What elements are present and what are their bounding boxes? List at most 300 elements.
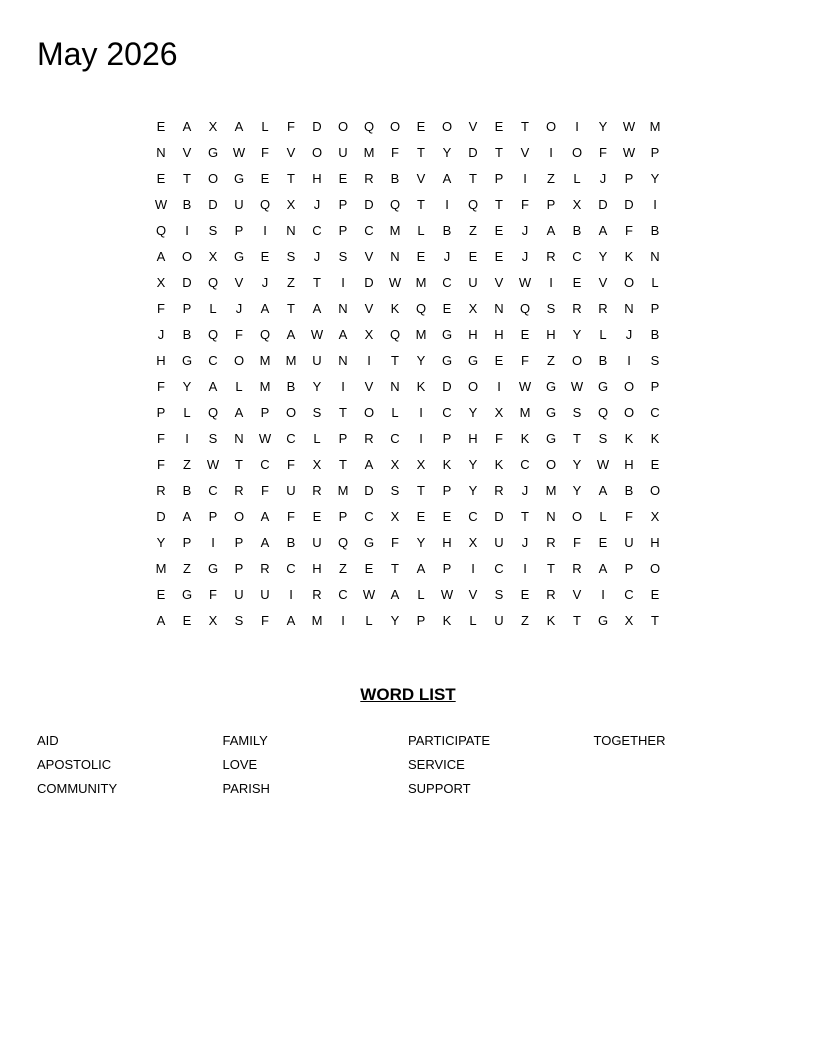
grid-letter: O xyxy=(571,145,583,160)
grid-letter: X xyxy=(624,613,634,628)
grid-letter: B xyxy=(182,483,192,498)
grid-letter: P xyxy=(546,197,556,212)
grid-letter: D xyxy=(442,379,452,394)
grid-letter: P xyxy=(338,431,348,446)
grid-letter: F xyxy=(625,509,633,524)
grid-letter: F xyxy=(261,613,269,628)
grid-letter: A xyxy=(208,379,218,394)
grid-letter: E xyxy=(494,249,504,264)
grid-letter: Y xyxy=(572,327,582,342)
grid-letter: O xyxy=(545,119,557,134)
grid-letter: X xyxy=(208,119,218,134)
grid-letter: F xyxy=(573,535,581,550)
grid-letter: L xyxy=(599,509,607,524)
grid-letter: R xyxy=(546,535,556,550)
grid-letter: R xyxy=(364,431,374,446)
grid-letter: N xyxy=(624,301,634,316)
grid-letter: B xyxy=(624,483,634,498)
grid-letter: W xyxy=(258,431,272,446)
grid-letter: G xyxy=(597,613,609,628)
grid-letter: C xyxy=(286,431,296,446)
grid-letter: W xyxy=(570,379,584,394)
grid-letter: D xyxy=(156,509,166,524)
grid-letter: E xyxy=(520,587,530,602)
grid-letter: F xyxy=(157,431,165,446)
grid-letter: B xyxy=(572,223,582,238)
grid-letter: J xyxy=(521,535,529,550)
grid-letter: P xyxy=(650,379,660,394)
grid-letter: X xyxy=(468,301,478,316)
grid-letter: O xyxy=(623,275,635,290)
grid-letter: X xyxy=(572,197,582,212)
grid-letter: B xyxy=(650,223,660,238)
grid-letter: U xyxy=(312,535,322,550)
grid-letter: Q xyxy=(389,327,401,342)
grid-letter: X xyxy=(208,249,218,264)
grid-letter: O xyxy=(285,405,297,420)
grid-letter: I xyxy=(341,379,345,394)
grid-letter: T xyxy=(313,275,321,290)
grid-letter: V xyxy=(416,171,426,186)
grid-letter: I xyxy=(341,275,345,290)
grid-letter: F xyxy=(287,457,295,472)
grid-letter: S xyxy=(546,301,556,316)
grid-letter: N xyxy=(390,249,400,264)
word-list-item: SERVICE xyxy=(408,757,465,772)
grid-letter: Q xyxy=(155,223,167,238)
grid-letter: E xyxy=(442,509,452,524)
grid-letter: E xyxy=(260,249,270,264)
grid-letter: O xyxy=(545,457,557,472)
grid-letter: Q xyxy=(259,197,271,212)
grid-letter: Y xyxy=(468,483,478,498)
grid-letter: Y xyxy=(598,249,608,264)
grid-letter: W xyxy=(596,457,610,472)
grid-letter: O xyxy=(441,119,453,134)
grid-letter: S xyxy=(234,613,244,628)
grid-letter: O xyxy=(233,353,245,368)
grid-letter: A xyxy=(312,301,322,316)
grid-letter: M xyxy=(363,145,375,160)
grid-letter: J xyxy=(625,327,633,342)
grid-letter: J xyxy=(313,249,321,264)
grid-letter: J xyxy=(235,301,243,316)
grid-letter: P xyxy=(624,171,634,186)
grid-letter: O xyxy=(467,379,479,394)
grid-letter: B xyxy=(442,223,452,238)
grid-letter: O xyxy=(233,509,245,524)
grid-letter: P xyxy=(338,197,348,212)
grid-letter: E xyxy=(156,171,166,186)
grid-letter: O xyxy=(623,379,635,394)
grid-letter: J xyxy=(261,275,269,290)
grid-letter: C xyxy=(260,457,270,472)
grid-letter: O xyxy=(337,119,349,134)
grid-letter: N xyxy=(234,431,244,446)
grid-letter: L xyxy=(235,379,243,394)
grid-letter: C xyxy=(650,405,660,420)
grid-letter: R xyxy=(312,483,322,498)
grid-letter: Y xyxy=(182,379,192,394)
grid-letter: V xyxy=(598,275,608,290)
grid-letter: T xyxy=(521,509,529,524)
grid-letter: Z xyxy=(547,353,555,368)
grid-letter: S xyxy=(208,431,218,446)
grid-letter: I xyxy=(445,197,449,212)
grid-letter: I xyxy=(289,587,293,602)
grid-letter: B xyxy=(286,535,296,550)
grid-letter: H xyxy=(312,171,322,186)
grid-letter: G xyxy=(207,561,219,576)
grid-letter: I xyxy=(341,613,345,628)
grid-letter: T xyxy=(391,353,399,368)
grid-letter: A xyxy=(260,301,270,316)
grid-letter: P xyxy=(442,561,452,576)
grid-letter: U xyxy=(286,483,296,498)
grid-letter: O xyxy=(181,249,193,264)
grid-letter: E xyxy=(338,171,348,186)
grid-letter: A xyxy=(442,171,452,186)
grid-letter: B xyxy=(286,379,296,394)
grid-letter: U xyxy=(260,587,270,602)
grid-letter: G xyxy=(181,353,193,368)
grid-letter: F xyxy=(521,353,529,368)
grid-letter: Z xyxy=(521,613,529,628)
grid-letter: R xyxy=(494,483,504,498)
grid-letter: T xyxy=(521,119,529,134)
grid-letter: H xyxy=(312,561,322,576)
page-title: May 2026 xyxy=(37,36,178,72)
grid-letter: J xyxy=(313,197,321,212)
grid-letter: A xyxy=(234,405,244,420)
grid-letter: A xyxy=(156,613,166,628)
grid-letter: L xyxy=(391,405,399,420)
grid-letter: A xyxy=(598,483,608,498)
grid-letter: N xyxy=(286,223,296,238)
grid-letter: C xyxy=(442,275,452,290)
grid-letter: H xyxy=(494,327,504,342)
grid-letter: R xyxy=(234,483,244,498)
grid-letter: P xyxy=(338,509,348,524)
grid-letter: W xyxy=(388,275,402,290)
grid-letter: Q xyxy=(597,405,609,420)
grid-letter: L xyxy=(183,405,191,420)
grid-letter: C xyxy=(208,353,218,368)
grid-letter: E xyxy=(494,223,504,238)
grid-letter: O xyxy=(649,561,661,576)
word-list-item: SUPPORT xyxy=(408,781,471,796)
grid-letter: P xyxy=(182,301,192,316)
grid-letter: Q xyxy=(519,301,531,316)
word-list-item: AID xyxy=(37,733,59,748)
grid-letter: K xyxy=(442,457,452,472)
grid-letter: L xyxy=(573,171,581,186)
grid-letter: O xyxy=(311,145,323,160)
grid-letter: E xyxy=(416,249,426,264)
grid-letter: A xyxy=(364,457,374,472)
grid-letter: H xyxy=(468,431,478,446)
grid-letter: P xyxy=(208,509,218,524)
grid-letter: E xyxy=(650,457,660,472)
grid-letter: F xyxy=(209,587,217,602)
grid-letter: F xyxy=(261,483,269,498)
grid-letter: A xyxy=(338,327,348,342)
grid-letter: U xyxy=(312,353,322,368)
grid-letter: F xyxy=(391,145,399,160)
grid-letter: V xyxy=(572,587,582,602)
grid-letter: P xyxy=(260,405,270,420)
grid-letter: G xyxy=(545,431,557,446)
grid-letter: W xyxy=(518,379,532,394)
grid-letter: Q xyxy=(467,197,479,212)
grid-letter: H xyxy=(546,327,556,342)
grid-letter: M xyxy=(285,353,297,368)
grid-letter: Q xyxy=(259,327,271,342)
grid-letter: N xyxy=(494,301,504,316)
grid-letter: X xyxy=(156,275,166,290)
grid-letter: X xyxy=(468,535,478,550)
grid-letter: P xyxy=(156,405,166,420)
grid-letter: C xyxy=(442,405,452,420)
grid-letter: L xyxy=(417,587,425,602)
grid-letter: T xyxy=(417,483,425,498)
word-list-item: PARTICIPATE xyxy=(408,733,491,748)
grid-letter: P xyxy=(416,613,426,628)
grid-letter: F xyxy=(391,535,399,550)
grid-letter: N xyxy=(390,379,400,394)
word-list xyxy=(37,729,779,801)
grid-letter: F xyxy=(157,301,165,316)
grid-letter: C xyxy=(208,483,218,498)
grid-letter: A xyxy=(598,223,608,238)
grid-letter: G xyxy=(233,171,245,186)
grid-letter: F xyxy=(287,119,295,134)
grid-letter: C xyxy=(390,431,400,446)
grid-letter: Y xyxy=(598,119,608,134)
grid-letter: L xyxy=(417,223,425,238)
grid-letter: K xyxy=(624,249,634,264)
grid-letter: L xyxy=(651,275,659,290)
grid-letter: T xyxy=(235,457,243,472)
grid-letter: T xyxy=(287,171,295,186)
grid-letter: D xyxy=(468,145,478,160)
grid-letter: P xyxy=(442,483,452,498)
grid-letter: J xyxy=(521,223,529,238)
grid-letter: Z xyxy=(469,223,477,238)
grid-letter: V xyxy=(468,119,478,134)
grid-letter: K xyxy=(520,431,530,446)
grid-letter: T xyxy=(417,197,425,212)
grid-letter: F xyxy=(495,431,503,446)
grid-letter: W xyxy=(154,197,168,212)
grid-letter: E xyxy=(156,587,166,602)
grid-letter: A xyxy=(156,249,166,264)
grid-letter: D xyxy=(364,275,374,290)
grid-letter: L xyxy=(599,327,607,342)
grid-letter: R xyxy=(598,301,608,316)
grid-letter: B xyxy=(390,171,400,186)
grid-letter: Q xyxy=(337,535,349,550)
grid-letter: E xyxy=(416,119,426,134)
grid-letter: K xyxy=(442,613,452,628)
grid-letter: M xyxy=(311,613,323,628)
grid-letter: C xyxy=(286,561,296,576)
grid-letter: J xyxy=(443,249,451,264)
grid-letter: B xyxy=(182,327,192,342)
grid-letter: B xyxy=(598,353,608,368)
grid-letter: D xyxy=(364,483,374,498)
grid-letter: M xyxy=(545,483,557,498)
grid-letter: S xyxy=(598,431,608,446)
grid-letter: D xyxy=(494,509,504,524)
grid-letter: S xyxy=(494,587,504,602)
grid-letter: V xyxy=(468,587,478,602)
grid-letter: Q xyxy=(363,119,375,134)
grid-letter: T xyxy=(573,613,581,628)
grid-letter: E xyxy=(520,327,530,342)
grid-letter: F xyxy=(261,145,269,160)
grid-letter: J xyxy=(521,483,529,498)
grid-letter: G xyxy=(597,379,609,394)
grid-letter: F xyxy=(287,509,295,524)
grid-letter: K xyxy=(624,431,634,446)
grid-letter: A xyxy=(260,535,270,550)
grid-letter: N xyxy=(338,353,348,368)
grid-letter: V xyxy=(286,145,296,160)
grid-letter: Z xyxy=(287,275,295,290)
grid-letter: Q xyxy=(389,197,401,212)
grid-letter: F xyxy=(625,223,633,238)
grid-letter: H xyxy=(650,535,660,550)
grid-letter: I xyxy=(185,223,189,238)
word-list-item: COMMUNITY xyxy=(37,781,118,796)
grid-letter: I xyxy=(419,405,423,420)
word-list-item: TOGETHER xyxy=(593,733,666,748)
grid-letter: Y xyxy=(156,535,166,550)
grid-letter: D xyxy=(624,197,634,212)
grid-letter: P xyxy=(234,535,244,550)
grid-letter: O xyxy=(363,405,375,420)
grid-letter: R xyxy=(546,587,556,602)
grid-letter: B xyxy=(182,197,192,212)
grid-letter: O xyxy=(571,353,583,368)
grid-letter: S xyxy=(208,223,218,238)
grid-letter: U xyxy=(624,535,634,550)
grid-letter: Q xyxy=(207,275,219,290)
grid-letter: A xyxy=(546,223,556,238)
grid-letter: V xyxy=(494,275,504,290)
grid-letter: C xyxy=(364,509,374,524)
grid-letter: K xyxy=(650,431,660,446)
grid-letter: W xyxy=(518,275,532,290)
word-list-item: PARISH xyxy=(222,781,270,796)
grid-letter: O xyxy=(623,405,635,420)
grid-letter: X xyxy=(312,457,322,472)
grid-letter: P xyxy=(234,561,244,576)
letter-grid xyxy=(148,114,668,634)
grid-letter: T xyxy=(339,405,347,420)
grid-letter: U xyxy=(234,587,244,602)
grid-letter: O xyxy=(649,483,661,498)
grid-letter: N xyxy=(338,301,348,316)
grid-letter: V xyxy=(234,275,244,290)
word-list-item: APOSTOLIC xyxy=(37,757,112,772)
grid-letter: Y xyxy=(442,145,452,160)
grid-letter: R xyxy=(572,301,582,316)
grid-letter: E xyxy=(364,561,374,576)
grid-letter: A xyxy=(182,119,192,134)
word-list-heading: WORD LIST xyxy=(360,685,456,704)
grid-letter: O xyxy=(207,171,219,186)
grid-letter: Y xyxy=(312,379,322,394)
grid-letter: C xyxy=(572,249,582,264)
grid-letter: I xyxy=(627,353,631,368)
grid-letter: Y xyxy=(468,457,478,472)
grid-letter: C xyxy=(624,587,634,602)
grid-letter: X xyxy=(390,457,400,472)
grid-letter: R xyxy=(260,561,270,576)
grid-letter: G xyxy=(467,353,479,368)
grid-letter: I xyxy=(653,197,657,212)
grid-letter: P xyxy=(182,535,192,550)
grid-letter: E xyxy=(416,509,426,524)
word-list-item: LOVE xyxy=(222,757,258,772)
grid-letter: M xyxy=(337,483,349,498)
grid-letter: S xyxy=(572,405,582,420)
grid-letter: K xyxy=(390,301,400,316)
grid-letter: U xyxy=(338,145,348,160)
grid-letter: W xyxy=(622,119,636,134)
grid-letter: F xyxy=(521,197,529,212)
grid-letter: E xyxy=(494,119,504,134)
grid-letter: P xyxy=(338,223,348,238)
grid-letter: S xyxy=(286,249,296,264)
grid-letter: C xyxy=(312,223,322,238)
grid-letter: F xyxy=(235,327,243,342)
grid-letter: M xyxy=(519,405,531,420)
grid-letter: Q xyxy=(207,405,219,420)
grid-letter: I xyxy=(523,171,527,186)
grid-letter: V xyxy=(364,301,374,316)
grid-letter: E xyxy=(312,509,322,524)
grid-letter: T xyxy=(339,457,347,472)
grid-letter: B xyxy=(650,327,660,342)
grid-letter: W xyxy=(310,327,324,342)
grid-letter: X xyxy=(650,509,660,524)
grid-letter: P xyxy=(650,145,660,160)
grid-letter: A xyxy=(260,509,270,524)
grid-letter: P xyxy=(494,171,504,186)
grid-letter: L xyxy=(365,613,373,628)
grid-letter: W xyxy=(440,587,454,602)
grid-letter: X xyxy=(390,509,400,524)
grid-letter: K xyxy=(416,379,426,394)
grid-letter: F xyxy=(157,379,165,394)
grid-letter: E xyxy=(598,535,608,550)
grid-letter: E xyxy=(156,119,166,134)
grid-letter: O xyxy=(389,119,401,134)
grid-letter: T xyxy=(573,431,581,446)
grid-letter: U xyxy=(494,613,504,628)
grid-letter: L xyxy=(469,613,477,628)
grid-letter: I xyxy=(549,275,553,290)
grid-letter: Q xyxy=(415,301,427,316)
grid-letter: Y xyxy=(390,613,400,628)
grid-letter: J xyxy=(599,171,607,186)
grid-letter: I xyxy=(185,431,189,446)
grid-letter: I xyxy=(549,145,553,160)
grid-letter: G xyxy=(441,327,453,342)
